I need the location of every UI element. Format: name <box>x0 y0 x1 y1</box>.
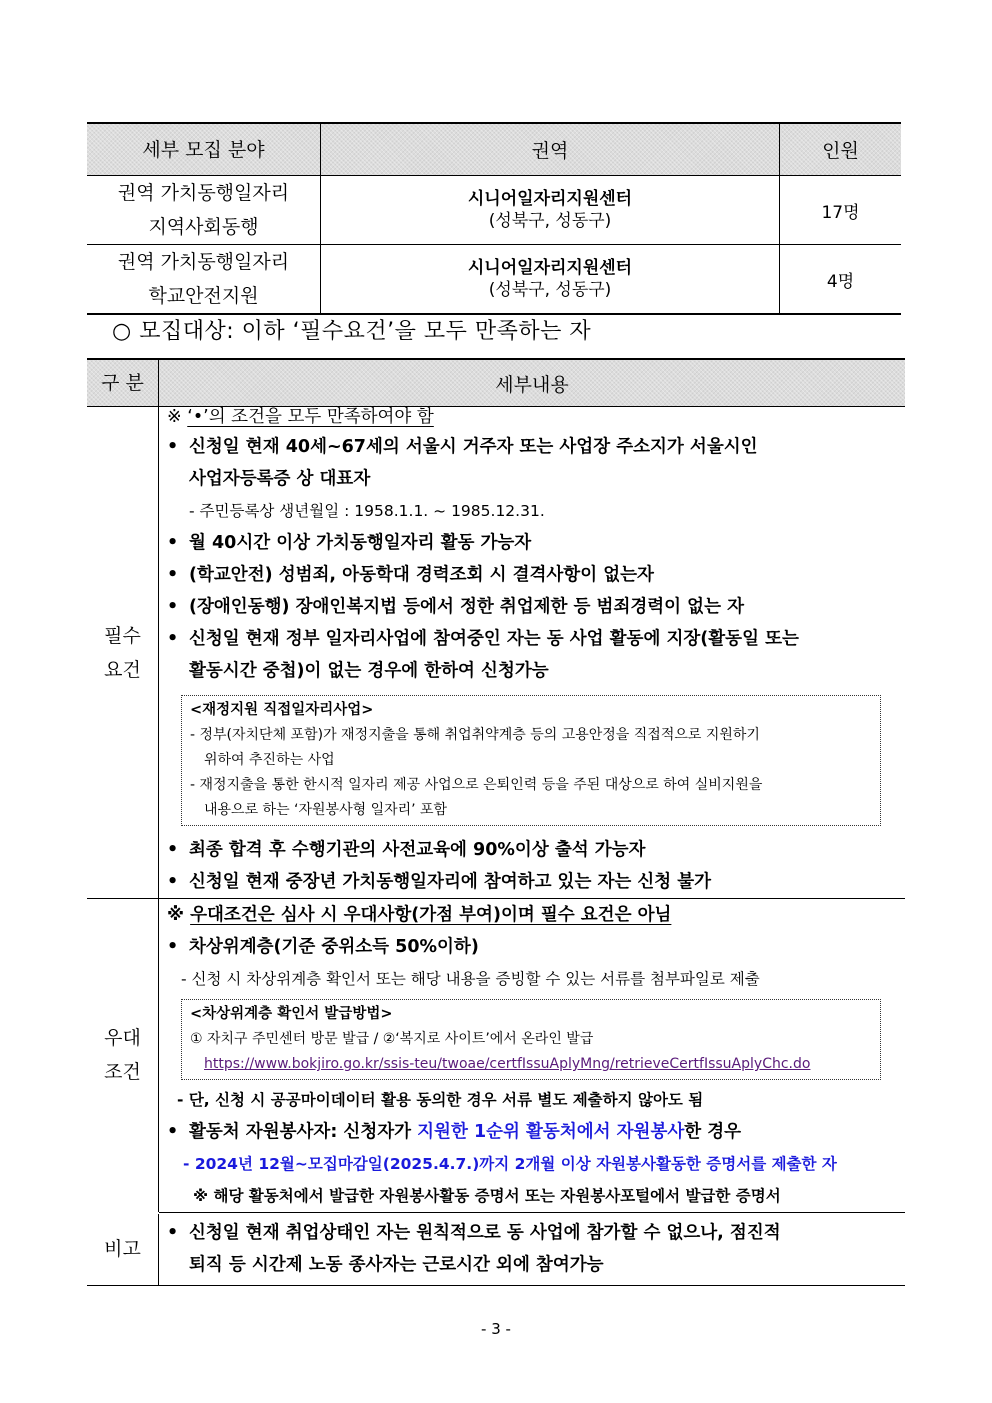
box-title: <재정지원 직접일자리사업> <box>190 702 374 718</box>
remarks-row <box>87 1213 905 1286</box>
bokjiro-link[interactable]: https://www.bokjiro.go.kr/ssis-teu/twoae/certfIssuAplyMng/retrieveCertfIssuAplyChc.do <box>204 1056 811 1072</box>
label-line: 우대 <box>104 1027 141 1050</box>
item-sub: - 주민등록상 생년월일 : 1958.1.1. ~ 1985.12.31. <box>189 502 545 520</box>
list-item <box>167 931 905 963</box>
header-region: 권역 <box>321 123 780 176</box>
recruit-table-header <box>87 123 901 176</box>
required-row <box>87 407 905 899</box>
table-row <box>87 176 901 245</box>
note-text: 우대조건은 심사 시 우대사항(가점 부여)이며 필수 요건은 아님 <box>190 905 672 925</box>
list-item <box>167 866 905 898</box>
field-cell <box>87 245 321 315</box>
item-text: 한 경우 <box>684 1122 742 1142</box>
list-item <box>167 527 905 559</box>
recruit-table <box>87 122 901 315</box>
region-name: (성북구, 성동구) <box>488 211 612 231</box>
box-line: - 재정지출을 통한 한시적 일자리 제공 사업으로 은퇴인력 등을 주된 대상으로 하여 실비지원을 <box>190 777 763 793</box>
reference-mark-icon: ※ <box>167 407 182 427</box>
label-line: 조건 <box>104 1061 141 1084</box>
header-category: 구 분 <box>87 359 159 407</box>
box-line: ① 자치구 주민센터 방문 발급 / ②‘복지로 사이트’에서 온라인 발급 <box>190 1031 594 1047</box>
preferred-row <box>87 899 905 1213</box>
info-box <box>181 999 881 1080</box>
item-note: - 단, 신청 시 공공마이데이터 활용 동의한 경우 서류 별도 제출하지 않아도 됨 <box>177 1091 704 1109</box>
item-text: 신청일 현재 정부 일자리사업에 참여중인 자는 동 사업 활동에 지장(활동일 또는 <box>189 629 799 649</box>
bullet-icon: • <box>167 1223 179 1243</box>
item-sub: - 신청 시 차상위계층 확인서 또는 해당 내용을 증빙할 수 있는 서류를 첨부파일로 제출 <box>181 970 760 988</box>
info-box <box>181 695 881 826</box>
bullet-icon: • <box>167 840 179 860</box>
remarks-label: 비고 <box>87 1213 159 1286</box>
bullet-icon: • <box>167 565 179 585</box>
header-details: 세부내용 <box>159 359 906 407</box>
label-line: 필수 <box>104 624 141 647</box>
list-item <box>167 623 905 655</box>
item-sub: - 2024년 12월~모집마감일(2025.4.7.)까지 2개월 이상 자원봉사활동한 증명서를 제출한 자 <box>183 1155 837 1173</box>
field-line: 지역사회동행 <box>148 216 259 238</box>
list-item <box>167 834 905 866</box>
header-field: 세부 모집 분야 <box>87 123 321 176</box>
preferred-content <box>159 899 906 1213</box>
criteria-table <box>87 358 905 1286</box>
list-item <box>167 1217 905 1249</box>
item-text-cont: 활동시간 중첩)이 없는 경우에 한하여 신청가능 <box>189 661 549 681</box>
box-line: - 정부(자치단체 포함)가 재정지출을 통해 취업취약계층 등의 고용안정을 직접적으로 지원하기 <box>190 727 760 743</box>
required-label <box>87 407 159 899</box>
box-title: <차상위계층 확인서 발급방법> <box>190 1006 393 1022</box>
region-name: (성북구, 성동구) <box>488 280 612 300</box>
item-text-cont: 퇴직 등 시간제 노동 종사자는 근로시간 외에 참여가능 <box>189 1255 604 1275</box>
region-cell <box>321 245 780 315</box>
box-line: 내용으로 하는 ‘자원봉사형 일자리’ 포함 <box>204 802 448 818</box>
item-text-cont: 사업자등록증 상 대표자 <box>189 469 371 489</box>
count-cell: 4명 <box>780 245 902 315</box>
center-name: 시니어일자리지원센터 <box>467 189 633 209</box>
box-line: 위하여 추진하는 사업 <box>204 752 335 768</box>
field-line: 권역 가치동행일자리 <box>117 182 290 204</box>
preferred-note <box>167 899 905 931</box>
bullet-icon: • <box>167 437 179 457</box>
region-cell <box>321 176 780 245</box>
bullet-icon: • <box>167 597 179 617</box>
preferred-label <box>87 899 159 1213</box>
list-item <box>167 431 905 463</box>
center-name: 시니어일자리지원센터 <box>467 258 633 278</box>
required-note <box>167 407 905 427</box>
header-count: 인원 <box>780 123 902 176</box>
table-row <box>87 245 901 315</box>
item-text: 신청일 현재 40세~67세의 서울시 거주자 또는 사업장 주소지가 서울시인 <box>189 437 758 457</box>
section-title: ○ 모집대상: 이하 ‘필수요건’을 모두 만족하는 자 <box>112 319 592 344</box>
reference-mark-icon: ※ <box>167 905 185 925</box>
list-item <box>167 1116 905 1148</box>
count-cell: 17명 <box>780 176 902 245</box>
item-text: 활동처 자원봉사자: 신청자가 <box>189 1122 418 1142</box>
bullet-icon: • <box>167 1122 179 1142</box>
item-text: 신청일 현재 중장년 가치동행일자리에 참여하고 있는 자는 신청 불가 <box>189 872 712 892</box>
bullet-icon: • <box>167 872 179 892</box>
bullet-icon: • <box>167 937 179 957</box>
list-item <box>167 591 905 623</box>
page-number: - 3 - <box>481 1320 511 1338</box>
note-text: ‘•’의 조건을 모두 만족하여야 함 <box>187 407 434 427</box>
item-text: 월 40시간 이상 가치동행일자리 활동 가능자 <box>189 533 532 553</box>
field-line: 학교안전지원 <box>148 285 259 307</box>
item-text: 신청일 현재 취업상태인 자는 원칙적으로 동 사업에 참가할 수 없으나, 점진적 <box>189 1223 781 1243</box>
list-item <box>167 559 905 591</box>
item-text: (장애인동행) 장애인복지법 등에서 정한 취업제한 등 범죄경력이 없는 자 <box>189 597 744 617</box>
item-note: ※ 해당 활동처에서 발급한 자원봉사활동 증명서 또는 자원봉사포털에서 발급한 증명서 <box>193 1187 781 1205</box>
item-highlight: 지원한 1순위 활동처에서 자원봉사 <box>417 1122 685 1142</box>
required-content <box>159 407 906 899</box>
label-line: 요건 <box>104 658 141 681</box>
field-cell <box>87 176 321 245</box>
item-text: 최종 합격 후 수행기관의 사전교육에 90%이상 출석 가능자 <box>189 840 646 860</box>
remarks-content <box>159 1213 906 1286</box>
item-text: (학교안전) 성범죄, 아동학대 경력조회 시 결격사항이 없는자 <box>189 565 654 585</box>
bullet-icon: • <box>167 629 179 649</box>
criteria-table-header <box>87 359 905 407</box>
field-line: 권역 가치동행일자리 <box>117 251 290 273</box>
bullet-icon: • <box>167 533 179 553</box>
item-text: 차상위계층(기준 중위소득 50%이하) <box>189 937 479 957</box>
